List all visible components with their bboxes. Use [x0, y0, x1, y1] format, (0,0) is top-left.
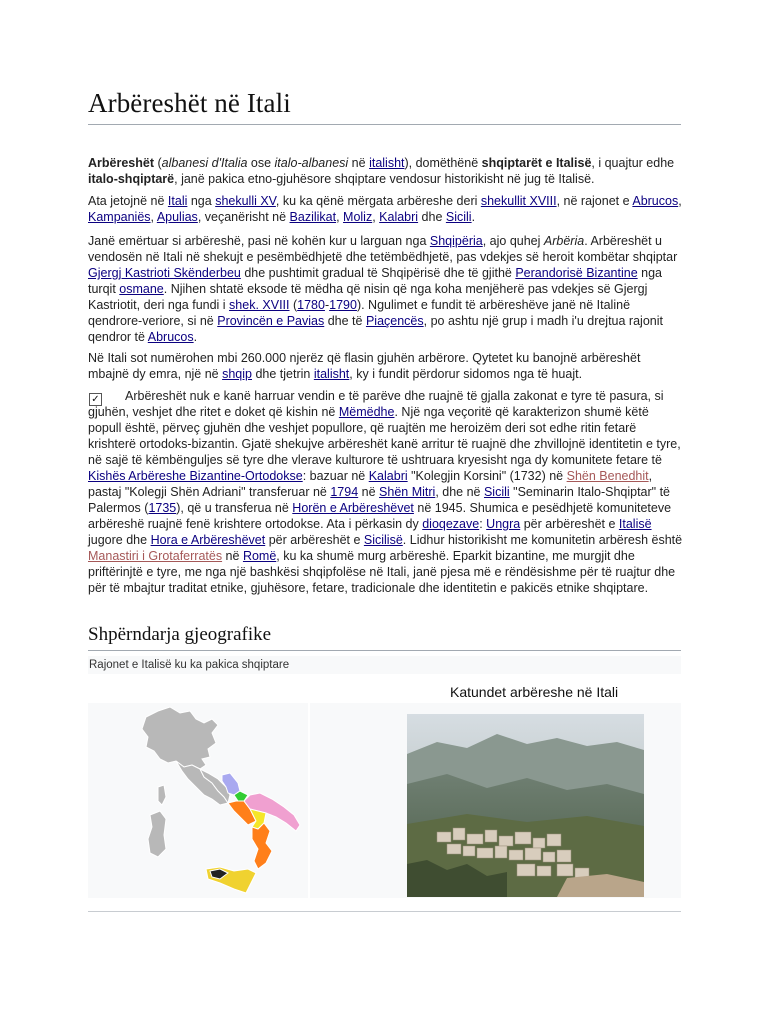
link-kalabri[interactable]: Kalabri	[379, 210, 419, 224]
text-italic: albanesi d'Italia	[161, 156, 248, 170]
text: në	[222, 549, 243, 563]
map-caption-row	[88, 656, 681, 674]
text: , ku ka shumë murg arbëreshë. Eparkit bizantine, me murgjit dhe priftërinjtë e tyre, me nga një bashkësi shqipfolëse në Itali, janë pjesa më e rëndësishme për të ruajtur dhe për të mbajtur traditat etnike, gjuhësore, fetare, tradicionale dhe identitetin e pakicës etnike shqiptare.	[88, 549, 676, 595]
text: , veçanërisht në	[197, 210, 290, 224]
link-apulias[interactable]: Apulias	[156, 210, 198, 224]
link-kalabri-2[interactable]: Kalabri	[368, 469, 408, 483]
text: . Lidhur historikisht me komunitetin arbëresh është	[402, 533, 683, 547]
italy-map[interactable]	[88, 703, 308, 898]
text: (	[289, 298, 298, 312]
text-bold: Arbëreshët	[88, 156, 154, 170]
link-shekullit-xviii[interactable]: shekullit XVIII	[480, 194, 557, 208]
link-horen-e-arbereshevet[interactable]: Horën e Arbëreshëvet	[292, 501, 414, 515]
link-abrucos-2[interactable]: Abrucos	[147, 330, 194, 344]
text: për arbëreshët e	[265, 533, 364, 547]
link-perandorise-bizantine[interactable]: Perandorisë Bizantine	[515, 266, 638, 280]
link-memedhe[interactable]: Mëmëdhe	[338, 405, 395, 419]
link-piacences[interactable]: Piaçencës	[365, 314, 424, 328]
link-rome[interactable]: Romë	[242, 549, 277, 563]
text: "Seminarin Italo-Shqiptar" të Palermos (	[88, 485, 671, 515]
text: . Arbëreshët u vendosën në Itali në shekujt e pesëmbëdhjetë dhe tetëmbëdhjetë, pas vdekjes së heroit kombëtar shqiptar	[88, 234, 678, 264]
text: "Kolegjin Korsini" (1732) në	[407, 469, 567, 483]
text: dhe	[418, 210, 446, 224]
text: , në rajonet e	[556, 194, 633, 208]
link-italise[interactable]: Italisë	[618, 517, 652, 531]
text: .	[193, 330, 198, 344]
text: Ata jetojnë në	[88, 194, 168, 208]
link-abrucos[interactable]: Abrucos	[632, 194, 679, 208]
link-sicilise[interactable]: Sicilisë	[363, 533, 403, 547]
text: nga	[187, 194, 216, 208]
village-photo[interactable]	[407, 714, 644, 897]
map-panel	[88, 703, 308, 898]
title-divider	[88, 124, 681, 125]
text: Në Itali sot numërohen mbi 260.000 njerëz që flasin gjuhën arbërore. Qytetet ku banojnë arbëreshët mbajnë dy emra, një në	[88, 351, 641, 381]
link-provincen-e-pavias[interactable]: Provincën e Pavias	[217, 314, 325, 328]
gallery-title: Katundet arbëreshe në Itali	[450, 684, 619, 700]
text: ,	[678, 194, 682, 208]
link-1794[interactable]: 1794	[330, 485, 359, 499]
text: , pastaj "Kolegji Shën Adriani" transferuar në	[88, 469, 653, 499]
text: ,	[336, 210, 344, 224]
link-sicili[interactable]: Sicili	[445, 210, 472, 224]
text: . Njihen shtatë eksode të mëdha që nisin që nga koha menjëherë pas vdekjes së Gjergj Kastriotit, deri nga fundi i	[88, 282, 648, 312]
text-bold: shqiptarët e Italisë	[481, 156, 592, 170]
text: , ajo quhej	[482, 234, 544, 248]
text: ,	[150, 210, 157, 224]
link-shqiperia[interactable]: Shqipëria	[429, 234, 483, 248]
text: Janë emërtuar si arbëreshë, pasi në kohën kur u larguan nga	[88, 234, 430, 248]
link-sicili-2[interactable]: Sicili	[483, 485, 510, 499]
region-calabria	[252, 823, 272, 869]
bottom-divider	[88, 911, 681, 912]
map-caption: Rajonet e Italisë ku ka pakica shqiptare	[89, 659, 290, 671]
link-shen-mitri[interactable]: Shën Mitri	[379, 485, 436, 499]
link-ungra[interactable]: Ungra	[486, 517, 521, 531]
italy-regions-gray	[142, 707, 230, 857]
text: . Një nga veçoritë që karakterizon shumë këtë popull është, përveç gjuhën dhe veshjet popullore, që ruajtën me heroizëm deri sot edhe ritin fetarë krishterë ortodoks-bizantin. Gjatë shekujve arbëreshët kanë arritur të ruajnë dhe zhvillojnë identitetin e tyre, në sajë të këmbëngulјes së tyre dhe vlerave kulturore të ushtruara kryesisht nga dy komunitete fetare të	[88, 405, 681, 467]
link-italisht[interactable]: italisht	[369, 156, 405, 170]
text: në	[348, 156, 370, 170]
text: , ky i fundit përdorur sidomos nga të huajt.	[349, 367, 583, 381]
text: : bazuar në	[302, 469, 369, 483]
text: në	[358, 485, 380, 499]
text: , ku ka qënë mërgata arbëreshe deri	[275, 194, 481, 208]
text: .	[471, 210, 476, 224]
corsica	[158, 785, 166, 805]
text: në 1945. Shumica e pesëdhjetë komuniteteve arbëreshë ruajnë fenë krishtere ortodokse. Ata i përkasin dy	[88, 501, 672, 531]
text: nga turqit	[88, 266, 662, 296]
text: , i quajtur edhe	[591, 156, 675, 170]
text-bold: italo-shqiptarë	[88, 172, 175, 186]
link-1735[interactable]: 1735	[148, 501, 177, 515]
link-italisht-2[interactable]: italisht	[313, 367, 350, 381]
link-bazilikat[interactable]: Bazilikat	[289, 210, 337, 224]
link-shek-xviii[interactable]: shek. XVIII	[229, 298, 290, 312]
checkbox-icon[interactable]: ✓	[89, 393, 102, 406]
village-photo-art	[407, 714, 644, 897]
text: jugore dhe	[88, 533, 151, 547]
text: Arbëreshët nuk e kanë harruar vendin e të parëve dhe ruajnë të gjalla zakonat e tyre të pasura, si gjuhën, veshjet dhe ritet e doket që kishin në	[88, 389, 664, 419]
text-italic: italo-albanesi	[274, 156, 349, 170]
population-paragraph	[88, 350, 683, 382]
redlink-shen-benedhit[interactable]: Shën Benedhit	[566, 469, 649, 483]
text: dhe tjetrin	[252, 367, 314, 381]
link-kishes-arbereshe[interactable]: Kishës Arbëreshe Bizantine-Ortodokse	[88, 469, 303, 483]
text: ), domëthënë	[404, 156, 482, 170]
link-kampanies[interactable]: Kampaniës	[88, 210, 151, 224]
link-itali[interactable]: Itali	[167, 194, 188, 208]
history-paragraph	[88, 233, 683, 345]
section-heading: Shpërndarja gjeografike	[88, 624, 272, 645]
link-moliz[interactable]: Moliz	[343, 210, 373, 224]
link-skenderbeu[interactable]: Gjergj Kastrioti Skënderbeu	[88, 266, 241, 280]
text: për arbëreshët e	[520, 517, 619, 531]
text: dhe të	[324, 314, 366, 328]
text: ). Ngulimet e fundit të arbëreshëve janë në Italinë qendrore-veriore, si në	[88, 298, 631, 328]
link-hora-e-arbereshevet[interactable]: Hora e Arbëreshëvet	[150, 533, 266, 547]
link-osmane[interactable]: osmane	[119, 282, 164, 296]
link-1780[interactable]: 1780	[297, 298, 325, 312]
culture-paragraph	[88, 388, 683, 596]
italy-north	[142, 707, 218, 769]
text: :	[479, 517, 487, 531]
redlink-manastiri-grotaferrates[interactable]: Manastiri i Grotaferratës	[88, 549, 223, 563]
text: , janë pakica etno-gjuhësore shqiptare vendosur historikisht në jug të Italisë.	[174, 172, 595, 186]
text: (	[154, 156, 162, 170]
text: ose	[247, 156, 275, 170]
sardinia	[148, 811, 166, 857]
link-1790[interactable]: 1790	[329, 298, 357, 312]
text: , dhe në	[435, 485, 484, 499]
text: ,	[372, 210, 380, 224]
section-divider	[88, 650, 681, 651]
text: dhe pushtimit gradual të Shqipërisë dhe të gjithë	[240, 266, 516, 280]
text: -	[324, 298, 330, 312]
link-shekulli-xv[interactable]: shekulli XV	[215, 194, 276, 208]
text: , po ashtu një grup i madh i'u drejtua rajonit qendror të	[88, 314, 663, 344]
text-italic: Arbëria	[543, 234, 585, 248]
text: ), që u transferua në	[176, 501, 293, 515]
link-dioqezave[interactable]: dioqezave	[422, 517, 480, 531]
intro-paragraph	[88, 155, 683, 187]
link-shqip[interactable]: shqip	[222, 367, 252, 381]
location-paragraph	[88, 193, 683, 225]
page-title: Arbëreshët në Itali	[88, 88, 291, 118]
